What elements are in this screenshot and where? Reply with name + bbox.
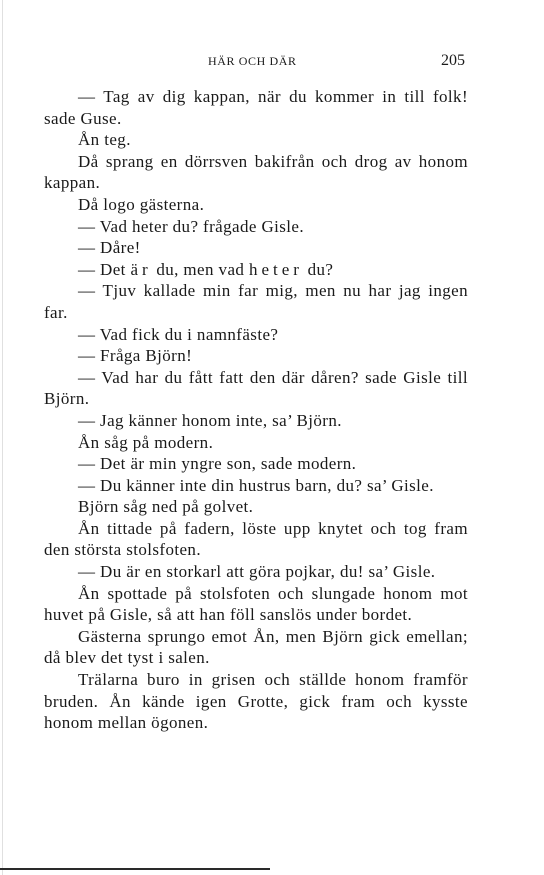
paragraph: Ån såg på modern.: [78, 432, 214, 452]
paragraph: — Vad fick du i namnfäste?: [78, 324, 279, 344]
paragraph: Gästerna sprungo emot Ån, men Björn gick emellan; då blev det tyst i salen.: [44, 626, 468, 668]
paragraph: — Tjuv kallade min far mig, men nu har jag ingen far.: [44, 281, 468, 322]
bottom-edge-rule: [0, 868, 270, 870]
paragraph: — Du är en storkarl att göra pojkar, du! sa’ Gisle.: [78, 562, 436, 582]
paragraph: Björn såg ned på golvet.: [78, 497, 254, 517]
body-text: [44, 86, 468, 734]
spaced-emphasis: är: [130, 259, 152, 279]
text-segment: du?: [302, 259, 334, 279]
paragraph: Trälarna buro in grisen och ställde honom framför bruden. Ån kände igen Grotte, gick fram och kysste honom mellan ögonen.: [44, 670, 468, 733]
paragraph-emphasized: [44, 259, 468, 281]
paragraph: Ån teg.: [78, 130, 131, 150]
paragraph: Ån spottade på stolsfoten och slungade honom mot huvet på Gisle, så att han föll sanslös under bordet.: [44, 583, 468, 625]
running-head: [0, 52, 544, 72]
spaced-emphasis: heter: [248, 259, 303, 279]
paragraph: — Jag känner honom inte, sa’ Björn.: [78, 410, 342, 430]
paragraph: — Vad heter du? frågade Gisle.: [78, 216, 304, 236]
text-segment: — Det: [78, 259, 131, 279]
page-number: 205: [441, 52, 465, 69]
paragraph: — Vad har du fått fatt den där dåren? sade Gisle till Björn.: [44, 367, 468, 409]
paragraph: — Dåre!: [78, 238, 141, 258]
paragraph: Då logo gästerna.: [78, 194, 205, 214]
paragraph: Ån tittade på fadern, löste upp knytet och tog fram den största stolsfoten.: [44, 518, 468, 560]
running-title: HÄR OCH DÄR: [208, 54, 297, 68]
paragraph: — Tag av dig kappan, när du kommer in till folk! sade Guse.: [44, 87, 468, 128]
page-edge: [2, 0, 3, 875]
text-segment: du, men vad: [151, 259, 249, 279]
paragraph: Då sprang en dörrsven bakifrån och drog av honom kappan.: [44, 151, 468, 193]
paragraph: — Du känner inte din hustrus barn, du? sa’ Gisle.: [78, 475, 434, 495]
paragraph: — Det är min yngre son, sade modern.: [78, 454, 357, 474]
paragraph: — Fråga Björn!: [78, 346, 193, 366]
